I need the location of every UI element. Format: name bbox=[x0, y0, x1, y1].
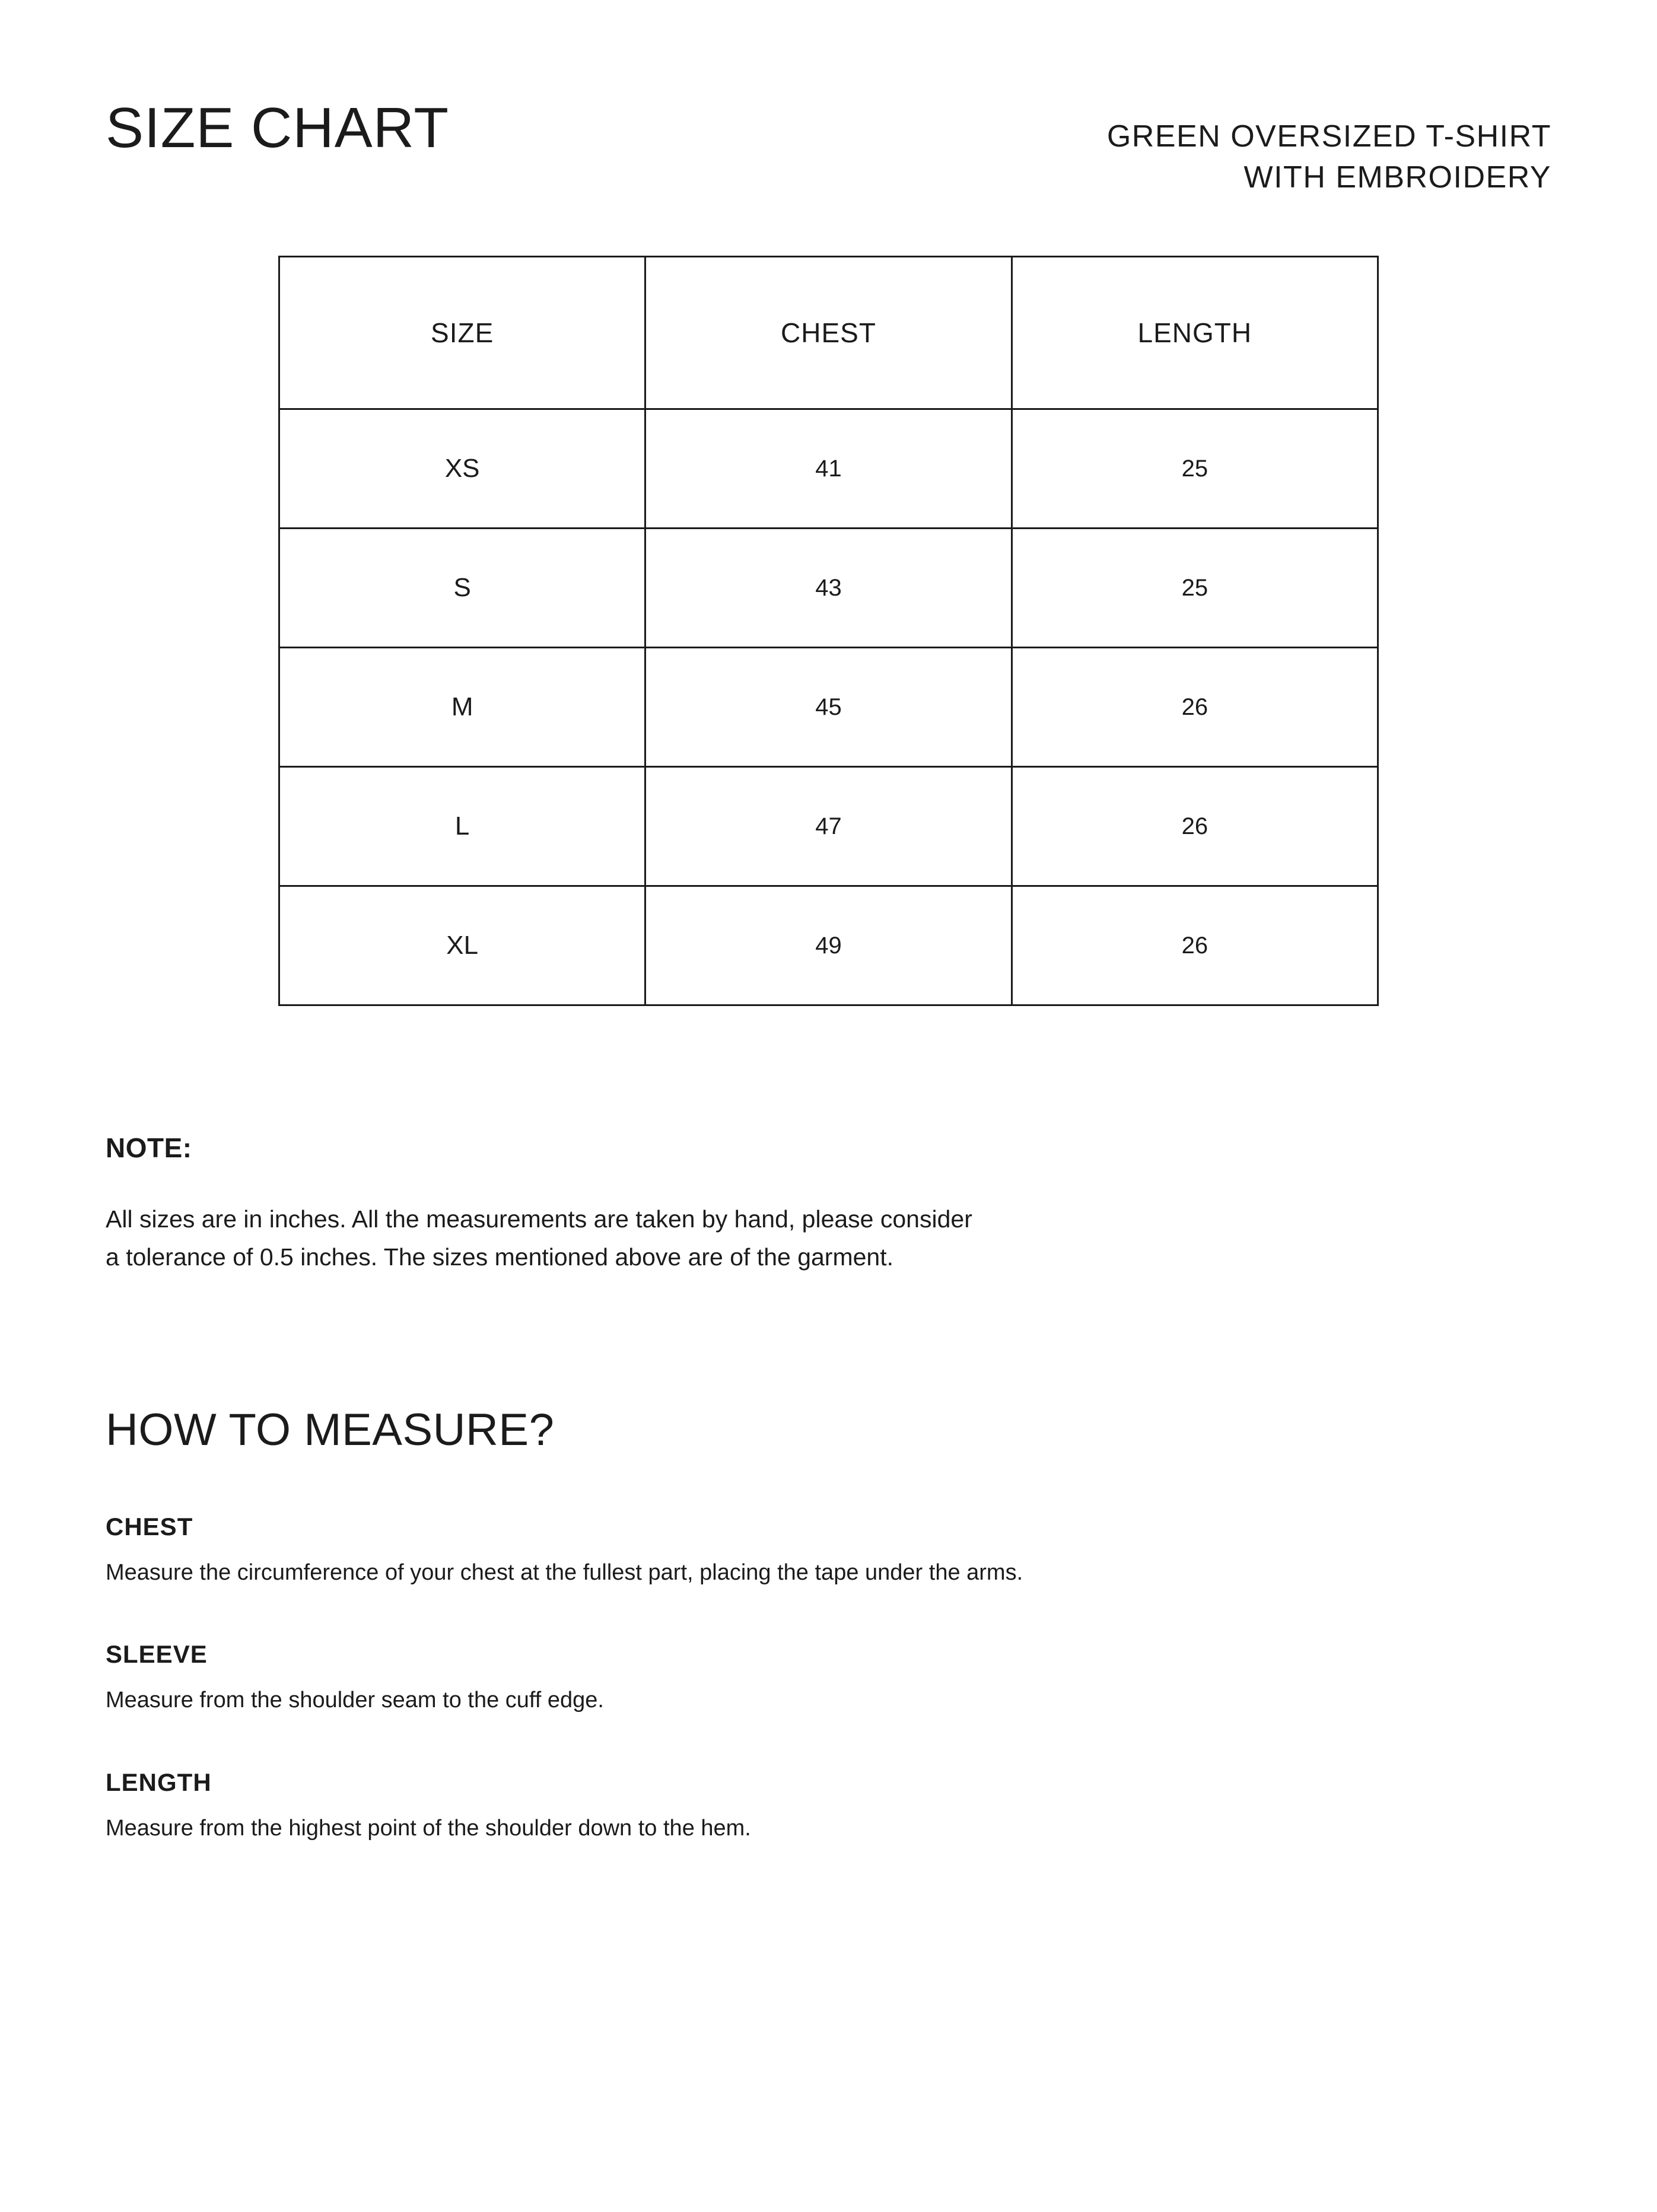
table-row bbox=[279, 767, 1378, 886]
column-header-chest: CHEST bbox=[645, 257, 1012, 409]
page-header bbox=[106, 0, 1551, 198]
measure-title-sleeve: SLEEVE bbox=[106, 1640, 208, 1669]
size-table-body bbox=[279, 409, 1378, 1005]
cell-size: XS bbox=[279, 409, 645, 529]
cell-length: 25 bbox=[1012, 409, 1378, 529]
table-row bbox=[279, 886, 1378, 1005]
cell-chest: 45 bbox=[645, 648, 1012, 767]
cell-length: 25 bbox=[1012, 529, 1378, 648]
cell-size: XL bbox=[279, 886, 645, 1005]
cell-chest: 49 bbox=[645, 886, 1012, 1005]
cell-length: 26 bbox=[1012, 886, 1378, 1005]
measure-block-length bbox=[106, 1768, 1551, 1845]
table-header-row bbox=[279, 257, 1378, 409]
measure-text-sleeve: Measure from the shoulder seam to the cuff edge. bbox=[106, 1688, 604, 1713]
measure-block-chest bbox=[106, 1513, 1551, 1589]
cell-size: L bbox=[279, 767, 645, 886]
cell-chest: 43 bbox=[645, 529, 1012, 648]
size-table bbox=[278, 256, 1379, 1006]
product-name-line-1: GREEN OVERSIZED T-SHIRT bbox=[1106, 119, 1551, 154]
size-table-head bbox=[279, 257, 1378, 409]
measure-title-length: LENGTH bbox=[106, 1768, 212, 1796]
cell-size: M bbox=[279, 648, 645, 767]
note-heading: NOTE: bbox=[106, 1132, 192, 1164]
note-body bbox=[106, 1201, 1363, 1276]
note-line-2: a tolerance of 0.5 inches. The sizes mentioned above are of the garment. bbox=[106, 1243, 893, 1271]
column-header-length: LENGTH bbox=[1012, 257, 1378, 409]
table-row bbox=[279, 648, 1378, 767]
measure-title-chest: CHEST bbox=[106, 1513, 193, 1541]
table-row bbox=[279, 409, 1378, 529]
measure-block-sleeve bbox=[106, 1640, 1551, 1717]
note-line-1: All sizes are in inches. All the measurements are taken by hand, please consider bbox=[106, 1205, 972, 1233]
table-row bbox=[279, 529, 1378, 648]
how-to-measure-heading: HOW TO MEASURE? bbox=[106, 1405, 555, 1456]
cell-size: S bbox=[279, 529, 645, 648]
cell-chest: 47 bbox=[645, 767, 1012, 886]
size-table-container bbox=[106, 256, 1551, 1006]
note-section bbox=[106, 1132, 1551, 1276]
page-title: SIZE CHART bbox=[106, 96, 449, 160]
measure-text-length: Measure from the highest point of the shoulder down to the hem. bbox=[106, 1815, 751, 1841]
cell-length: 26 bbox=[1012, 648, 1378, 767]
product-name bbox=[1107, 100, 1551, 198]
product-name-line-2: WITH EMBROIDERY bbox=[1243, 160, 1551, 195]
cell-chest: 41 bbox=[645, 409, 1012, 529]
column-header-size: SIZE bbox=[279, 257, 645, 409]
measure-text-chest: Measure the circumference of your chest at the fullest part, placing the tape under the arms. bbox=[106, 1560, 1023, 1586]
cell-length: 26 bbox=[1012, 767, 1378, 886]
